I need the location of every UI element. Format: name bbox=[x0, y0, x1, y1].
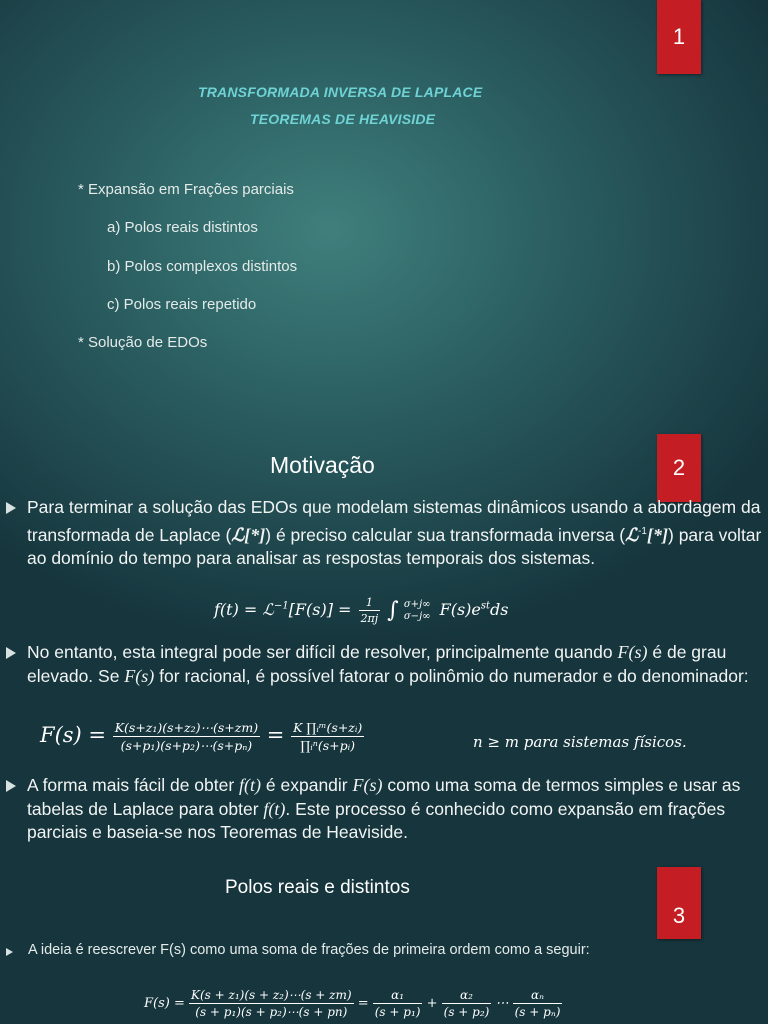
paragraph-partial-fractions bbox=[27, 774, 763, 845]
superscript: -1 bbox=[638, 525, 647, 537]
denominator: ∏ᵢⁿ(s+pᵢ) bbox=[300, 738, 356, 753]
differential: ds bbox=[490, 600, 509, 619]
slide-number-badge bbox=[657, 434, 701, 502]
fraction bbox=[359, 596, 381, 625]
paragraph-integral-difficulty bbox=[27, 641, 763, 688]
outline-item: b) Polos complexos distintos bbox=[107, 258, 298, 275]
numerator: K ∏ᵢᵐ(s+zᵢ) bbox=[293, 720, 363, 735]
text: A forma mais fácil de obter bbox=[27, 775, 240, 795]
paragraph-motivation bbox=[27, 496, 763, 570]
outline-item: * Expansão em Frações parciais bbox=[78, 181, 294, 198]
lower-limit: σ−j∞ bbox=[403, 610, 431, 622]
ellipsis: ⋯ bbox=[495, 996, 509, 1011]
text: ) é preciso calcular sua transformada inversa ( bbox=[265, 524, 626, 545]
denominator: (s + p₁) bbox=[374, 1005, 421, 1019]
superscript: −1 bbox=[273, 600, 289, 612]
outline-item: * Solução de EDOs bbox=[78, 334, 208, 351]
slide-number-badge bbox=[657, 867, 701, 939]
fraction bbox=[291, 720, 364, 753]
inverse-laplace-formula bbox=[214, 596, 508, 625]
slide-number: 3 bbox=[672, 903, 686, 928]
fraction bbox=[442, 988, 492, 1019]
bullet-arrow-icon bbox=[6, 647, 16, 659]
math-text: f(t) bbox=[239, 775, 262, 795]
math-text: F(s) bbox=[352, 775, 383, 795]
slide-number-badge bbox=[657, 0, 701, 74]
plus: + bbox=[426, 996, 438, 1011]
superscript: st bbox=[480, 600, 491, 612]
numerator: 1 bbox=[359, 596, 381, 611]
numerator: K(s + z₁)(s + z₂)⋯(s + zm) bbox=[191, 988, 352, 1002]
fraction bbox=[513, 988, 563, 1019]
outline-item: a) Polos reais distintos bbox=[107, 219, 258, 236]
fraction bbox=[189, 988, 354, 1019]
bullet-arrow-icon bbox=[6, 780, 16, 792]
outline-item: c) Polos reais repetido bbox=[107, 296, 257, 313]
numerator: α₁ bbox=[373, 988, 423, 1004]
numerator: αₙ bbox=[513, 988, 563, 1004]
math-text: f(t) bbox=[263, 798, 286, 819]
fraction bbox=[113, 720, 260, 753]
denominator: (s+p₁)(s+p₂)⋯(s+pₙ) bbox=[120, 738, 253, 753]
math-text: [*] bbox=[647, 524, 668, 545]
physical-systems-condition: n ≥ m para sistemas físicos. bbox=[473, 733, 687, 751]
text: como uma soma de termos simples e usar as tabelas de Laplace para obter bbox=[27, 775, 741, 819]
upper-limit: σ+j∞ bbox=[403, 598, 431, 610]
formula-lhs: F(s) = bbox=[144, 996, 185, 1011]
numerator: K(s+z₁)(s+z₂)⋯(s+zm) bbox=[114, 720, 259, 735]
rational-function-formula bbox=[40, 720, 364, 753]
partial-fraction-formula bbox=[144, 988, 562, 1019]
text: Para terminar a solução das EDOs que modelam sistemas dinâmicos usando a abordagem da transformada de Laplace ( bbox=[27, 497, 761, 545]
presentation-subtitle: TEOREMAS DE HEAVISIDE bbox=[250, 111, 436, 127]
text: . Este processo é conhecido como expansão em frações parciais e baseia-se nos Teoremas de Heaviside. bbox=[27, 798, 726, 842]
formula-mid: [F(s)] = bbox=[288, 600, 352, 619]
text: é expandir bbox=[261, 775, 353, 795]
formula-lhs: f(t) = ℒ bbox=[214, 600, 274, 619]
fraction bbox=[373, 988, 423, 1019]
slide-title: Polos reais e distintos bbox=[225, 877, 410, 898]
laplace-symbol: ℒ[*] bbox=[231, 524, 266, 545]
integral-limits bbox=[404, 599, 431, 623]
formula-lhs: F(s) = bbox=[40, 723, 107, 747]
paragraph-idea: A ideia é reescrever F(s) como uma soma de frações de primeira ordem como a seguir: bbox=[28, 942, 590, 958]
math-text: F(s) bbox=[124, 665, 155, 686]
text: No entanto, esta integral pode ser difícil de resolver, principalmente quando bbox=[27, 642, 618, 662]
presentation-title: TRANSFORMADA INVERSA DE LAPLACE bbox=[198, 84, 483, 100]
integral-sign: ∫ bbox=[387, 598, 399, 623]
slide-number: 1 bbox=[672, 24, 686, 49]
numerator: α₂ bbox=[442, 988, 492, 1004]
slide-title: Motivação bbox=[270, 452, 375, 478]
bullet-arrow-icon bbox=[6, 948, 13, 956]
slide-number: 2 bbox=[672, 455, 686, 480]
text: ) para voltar ao domínio do tempo para analisar as respostas temporais dos sistemas. bbox=[27, 524, 762, 568]
bullet-arrow-icon bbox=[6, 502, 16, 514]
equals: = bbox=[266, 723, 285, 747]
math-text: F(s) bbox=[617, 642, 648, 662]
denominator: (s + p₂) bbox=[443, 1005, 490, 1019]
denominator: (s + p₁)(s + p₂)⋯(s + pn) bbox=[195, 1005, 348, 1019]
laplace-symbol: ℒ bbox=[625, 524, 639, 545]
text: for racional, é possível fatorar o polinômio do numerador e do denominador: bbox=[154, 665, 749, 686]
equals: = bbox=[357, 996, 369, 1011]
text: é de grau elevado. Se bbox=[27, 642, 727, 686]
integrand: F(s)e bbox=[439, 600, 481, 619]
denominator: 2πj bbox=[360, 612, 379, 625]
denominator: (s + pₙ) bbox=[514, 1005, 561, 1019]
